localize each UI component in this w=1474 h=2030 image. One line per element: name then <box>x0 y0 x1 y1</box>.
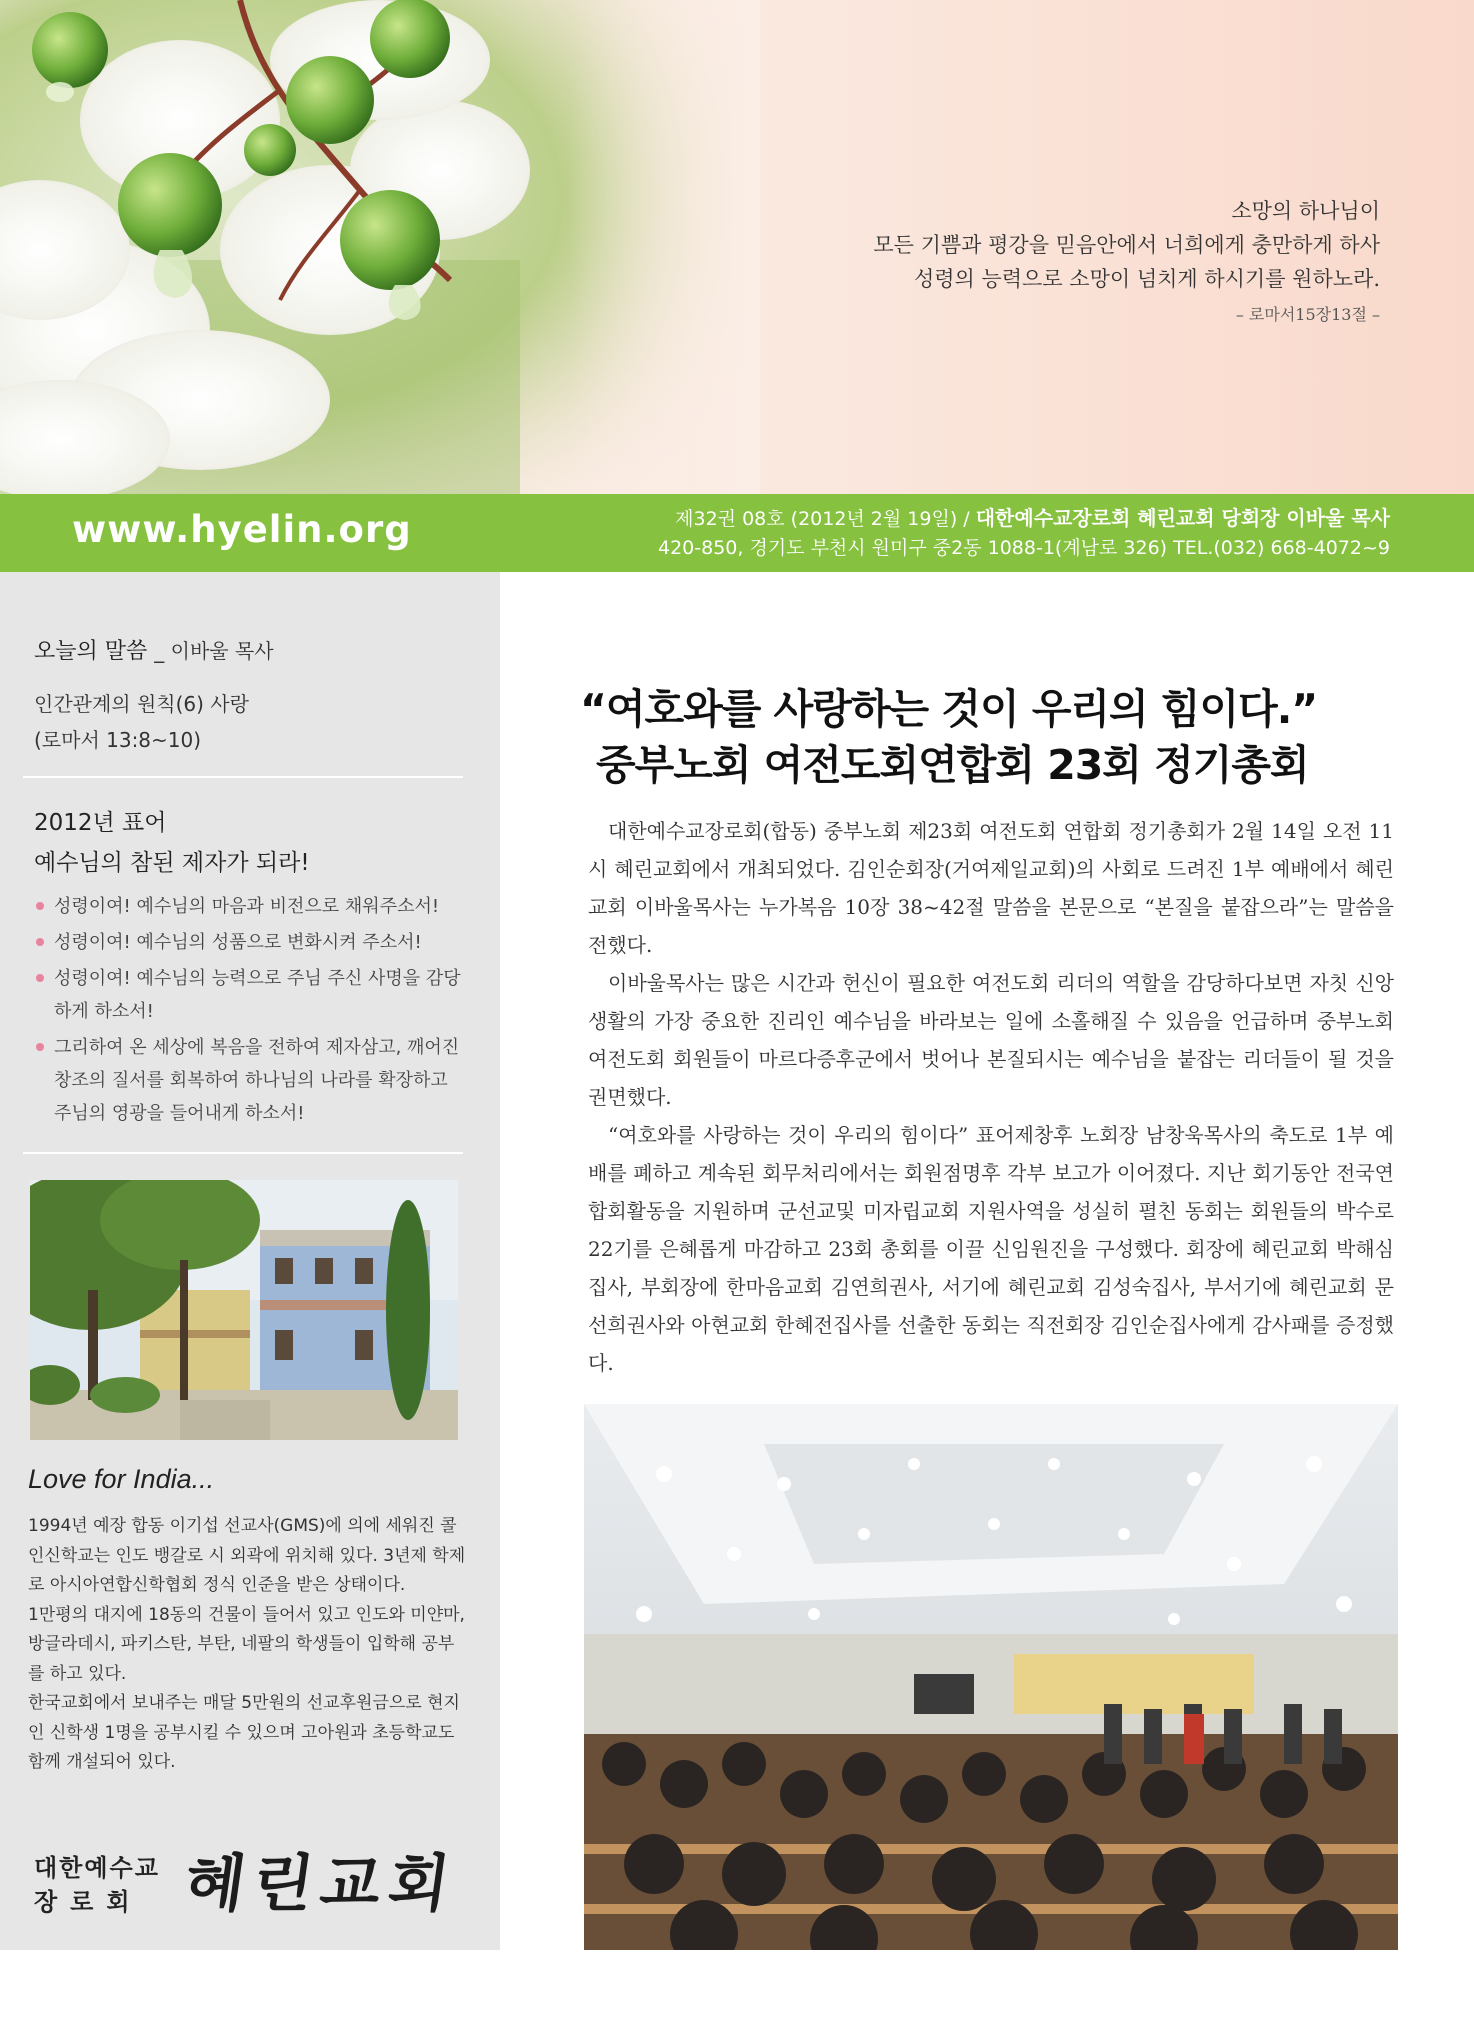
info-bar <box>0 494 1474 572</box>
prayer-list <box>28 890 468 1133</box>
article-subheadline: 중부노회 여전도회연합회 23회 정기총회 <box>596 741 1309 789</box>
india-paragraph: 한국교회에서 보내주는 매달 5만원의 선교후원금으로 현지인 신학생 1명을 공부시킬 수 있으며 고아원과 초등학교도 함께 개설되어 있다. <box>28 1693 460 1772</box>
love-for-india-text <box>28 1512 468 1778</box>
issue-line <box>658 504 1390 534</box>
article-headline: “여호와를 사랑하는 것이 우리의 힘이다.” <box>580 685 1318 733</box>
sidebar <box>0 572 500 1950</box>
issue-info <box>658 504 1390 563</box>
article-paragraph: “여호와를 사랑하는 것이 우리의 힘이다” 표어제창후 노회장 남창욱목사의 축도로 1부 예배를 폐하고 계속된 회무처리에서는 회원점명후 각부 보고가 이어졌다. 지난 회기동안 전국연합회활동을 지원하며 군선교및 미자립교회 지원사역을 성실히 펼친 동회는 회원들의 박수로 22기를 은혜롭게 마감하고 23회 총회를 이끌 신임원진을 구성했다. 회장에 혜린교회 박해심집사, 부회장에 한마음교회 김연희권사, 서기에 혜린교회 김성숙집사, 부서기에 혜린교회 문선희권사와 아현교회 한혜전집사를 선출한 동회는 직전회장 김인순집사에게 감사패를 증정했다. <box>588 1123 1394 1375</box>
prayer-item: 성령이여! 예수님의 마음과 비전으로 채워주소서! <box>28 890 468 923</box>
sermon-subject: 인간관계의 원칙(6) 사랑 <box>34 692 249 716</box>
bible-verse <box>620 194 1380 330</box>
assembly-photo <box>584 1404 1398 1950</box>
church-address: 420-850, 경기도 부천시 원미구 중2동 1088-1(계남로 326) TEL.(032) 668-4072~9 <box>658 537 1390 559</box>
denomination-line-2: 장로회 <box>34 1888 143 1916</box>
love-for-india-title: Love for India... <box>28 1464 215 1494</box>
issue-number: 제32권 08호 (2012년 2월 19일) / <box>675 508 970 530</box>
bullet-icon <box>36 902 44 910</box>
bullet-icon <box>36 974 44 982</box>
verse-line-3: 성령의 능력으로 소망이 넘치게 하시기를 원하노라. <box>913 267 1380 291</box>
website-link[interactable]: www.hyelin.org <box>72 508 412 551</box>
motto-year: 2012년 표어 <box>34 810 167 836</box>
today-word-subject <box>34 686 249 758</box>
today-word-author: _ 이바울 목사 <box>154 639 274 663</box>
bullet-icon <box>36 1043 44 1051</box>
divider <box>23 776 463 778</box>
motto-main: 예수님의 참된 제자가 되라! <box>34 850 310 876</box>
today-word-title <box>34 634 274 665</box>
verse-reference: – 로마서15장13절 – <box>1235 305 1380 324</box>
india-school-photo <box>30 1180 458 1440</box>
india-paragraph: 1만평의 대지에 18동의 건물이 들어서 있고 인도와 미얀마, 방글라데시, 파키스탄, 부탄, 네팔의 학생들이 입학해 공부를 하고 있다. <box>28 1604 465 1684</box>
prayer-item: 그리하여 온 세상에 복음을 전하여 제자삼고, 깨어진 창조의 질서를 회복하여 하나님의 나라를 확장하고 주님의 영광을 들어내게 하소서! <box>28 1031 468 1130</box>
article-body <box>588 812 1394 1382</box>
article-paragraph: 이바울목사는 많은 시간과 헌신이 필요한 여전도회 리더의 역할을 감당하다보면 자칫 신앙생활의 가장 중요한 진리인 예수님을 바라보는 일에 소홀해질 수 있음을 언급하며 중부노회 여전도회 회원들이 마르다증후군에서 벗어나 본질되시는 예수님을 붙잡는 리더들이 될 것을 권면했다. <box>588 971 1394 1109</box>
india-paragraph: 1994년 예장 합동 이기섭 선교사(GMS)에 의에 세워진 콜인신학교는 인도 뱅갈로 시 외곽에 위치해 있다. 3년제 학제로 아시아연합신학협회 정식 인준을 받은 상태이다. <box>28 1516 466 1595</box>
header-banner <box>0 0 1474 494</box>
prayer-item: 성령이여! 예수님의 능력으로 주님 주신 사명을 감당하게 하소서! <box>28 962 468 1028</box>
church-pastor: 대한예수교장로회 혜린교회 당회장 이바울 목사 <box>975 506 1390 530</box>
article-paragraph: 대한예수교장로회(합동) 중부노회 제23회 여전도회 연합회 정기총회가 2월 14일 오전 11시 혜린교회에서 개최되었다. 김인순회장(거여제일교회)의 사회로 드려진 1부 예배에서 혜린교회 이바울목사는 누가복음 10장 38~42절 말씀을 본문으로 “본질을 붙잡으라”는 말씀을 전했다. <box>588 819 1394 957</box>
church-logo: 혜린교회 <box>180 1847 463 1920</box>
denomination-line-1: 대한예수교 <box>34 1854 160 1882</box>
divider <box>23 1152 463 1154</box>
today-word-label: 오늘의 말씀 <box>34 639 148 664</box>
sermon-reference: (로마서 13:8~10) <box>34 728 202 752</box>
prayer-item: 성령이여! 예수님의 성품으로 변화시켜 주소서! <box>28 926 468 959</box>
verse-line-2: 모든 기쁨과 평강을 믿음안에서 너희에게 충만하게 하사 <box>873 233 1380 257</box>
bullet-icon <box>36 938 44 946</box>
verse-line-1: 소망의 하나님이 <box>1231 199 1380 223</box>
